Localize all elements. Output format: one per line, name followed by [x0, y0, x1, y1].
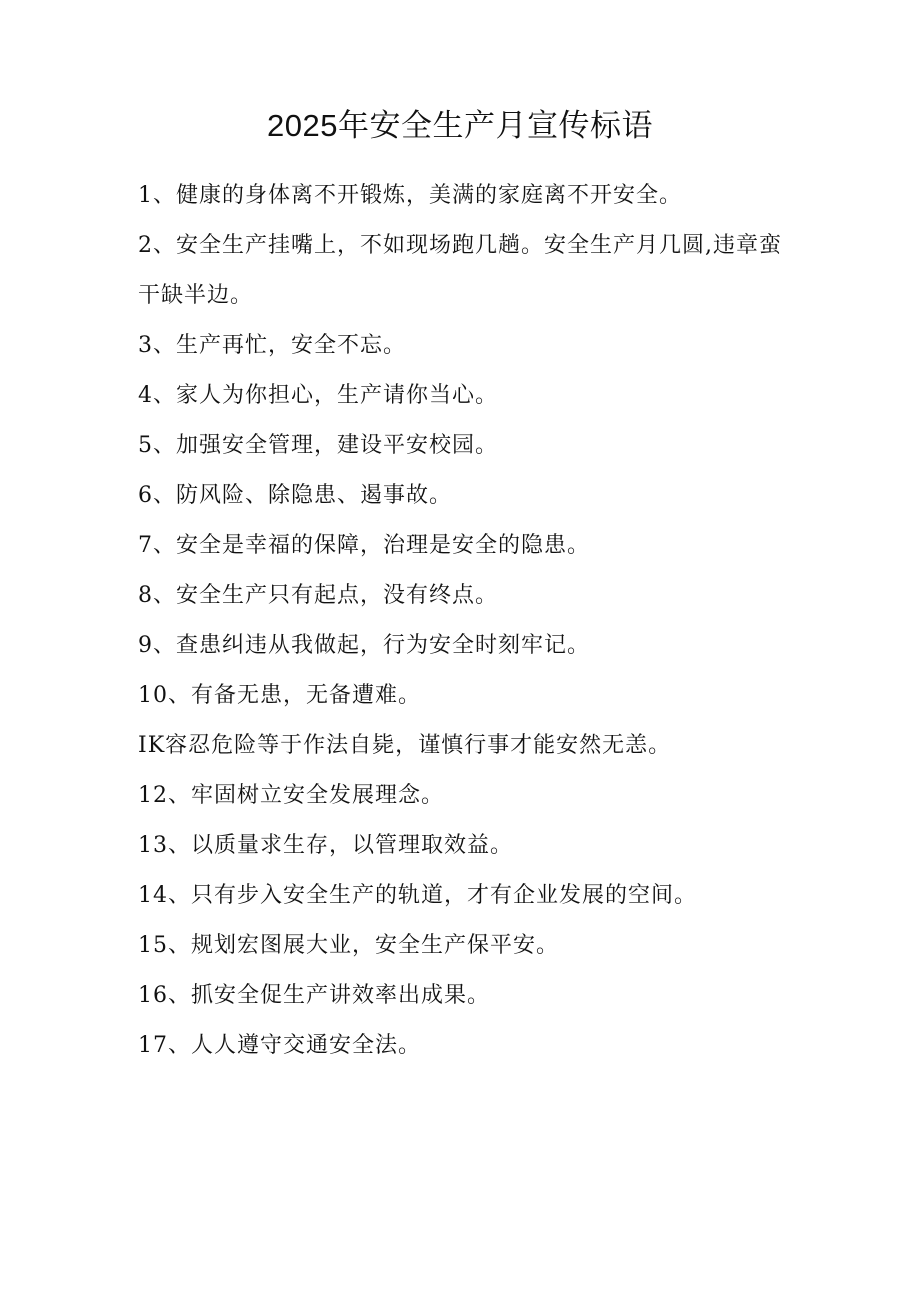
slogan-item: 7、安全是幸福的保障，治理是安全的隐患。 — [138, 533, 590, 558]
slogan-item: 3、生产再忙，安全不忘。 — [138, 333, 406, 358]
slogan-item: 15、规划宏图展大业，安全生产保平安。 — [138, 933, 559, 958]
slogan-item: 17、人人遵守交通安全法。 — [138, 1033, 421, 1058]
slogan-item: 13、以质量求生存，以管理取效益。 — [138, 833, 513, 858]
slogan-item: 12、牢固树立安全发展理念。 — [138, 783, 444, 808]
slogan-item: 4、家人为你担心，生产请你当心。 — [138, 383, 498, 408]
slogan-item: 6、防风险、除隐患、遏事故。 — [138, 483, 452, 508]
slogan-item: 8、安全生产只有起点，没有终点。 — [138, 583, 498, 608]
slogan-item: IK容忍危险等于作法自毙，谨慎行事才能安然无恙。 — [138, 733, 672, 758]
slogan-item: 16、抓安全促生产讲效率出成果。 — [138, 983, 490, 1008]
slogan-item: 10、有备无患，无备遭难。 — [138, 683, 421, 708]
slogan-item: 14、只有步入安全生产的轨道，才有企业发展的空间。 — [138, 883, 697, 908]
slogan-item: 9、查患纠违从我做起，行为安全时刻牢记。 — [138, 633, 590, 658]
document-title: 2025年安全生产月宣传标语 — [267, 108, 653, 143]
slogan-item: 1、健康的身体离不开锻炼，美满的家庭离不开安全。 — [138, 183, 682, 208]
slogan-item: 2、安全生产挂嘴上，不如现场跑几趟。安全生产月几圆,违章蛮干缺半边。 — [138, 233, 782, 308]
slogan-item: 5、加强安全管理，建设平安校园。 — [138, 433, 498, 458]
slogan-list — [138, 171, 788, 1071]
